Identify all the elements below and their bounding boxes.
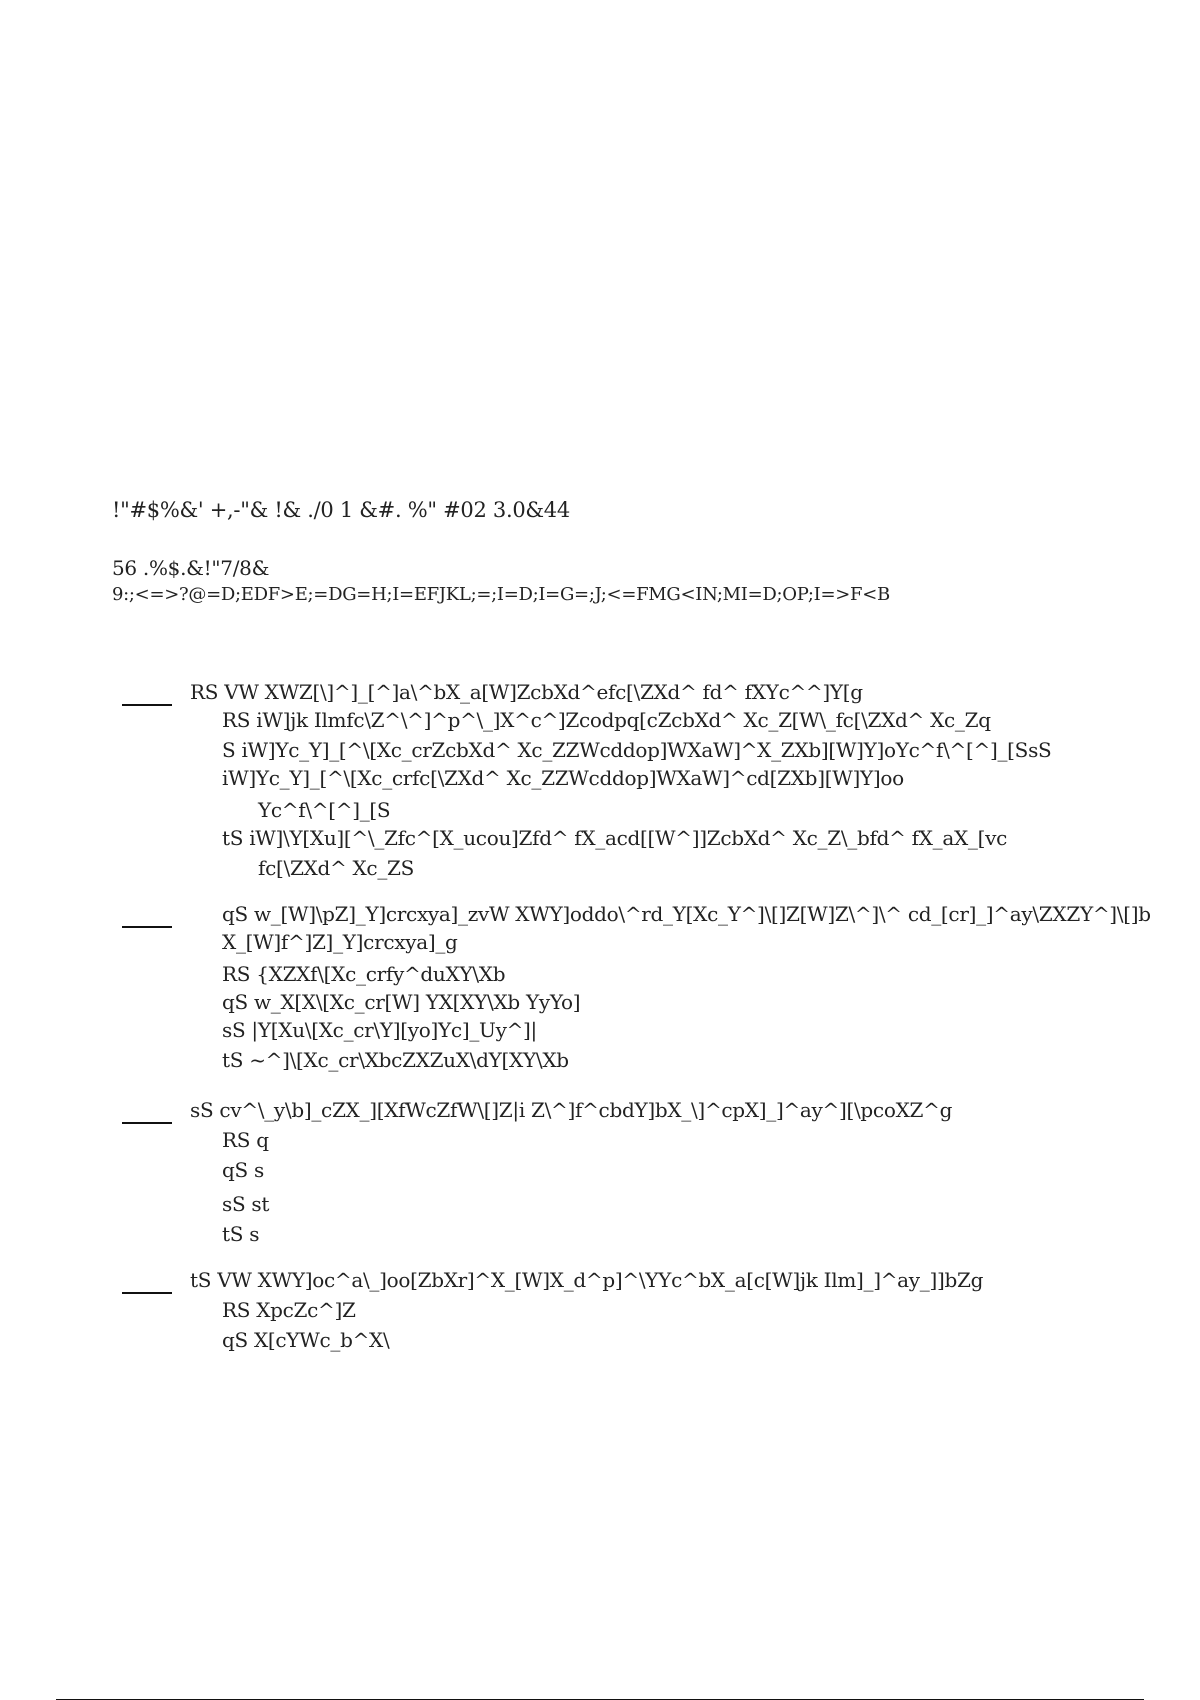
option: RS XpcZc^]Z [222,1298,356,1322]
option: sS |Y[Xu\[Xc_cr\Y][yo]Yc]_Uy^]| [222,1018,537,1042]
question-stem: tS VW XWY]oc^a\_]oo[ZbXr]^X_[W]X_d^p]^\YYc^bX_a[c[W]jk Ilm]_]^ay_]]bZg [190,1268,984,1292]
question-line: tS iW]\Y[Xu][^\_Zfc^[X_ucou]Zfd^ fX_acd[[W^]]ZcbXd^ Xc_Z\_bfd^ fX_aX_[vc [222,826,1007,850]
question-stem: sS cv^\_y\b]_cZX_][XfWcZfW\[]Z|i Z\^]f^cbdY]bX_\]^cpX]_]^ay^][\pcoXZ^g [190,1098,953,1122]
option: RS {XZXf\[Xc_crfy^duXY\Xb [222,962,506,986]
answer-blank[interactable] [122,1292,172,1294]
option: tS ~^]\[Xc_cr\XbcZXZuX\dY[XY\Xb [222,1048,569,1072]
section-subtitle: 56 .%$.&!"7/8& [112,556,270,580]
question-line: S iW]Yc_Y]_[^\[Xc_crZcbXd^ Xc_ZZWcddop]WXaW]^X_ZXb][W]Y]oYc^f\^[^]_[SsS [222,738,1052,762]
question-line: fc[\ZXd^ Xc_ZS [258,856,415,880]
question-stem: qS w_[W]\pZ]_Y]crcxya]_zvW XWY]oddo\^rd_Y[Xc_Y^]\[]Z[W]Z\^]\^ cd_[cr]_]^ay\ZXZY^]\[]b [222,902,1151,926]
answer-blank[interactable] [122,926,172,928]
question-stem-continued: X_[W]f^]Z]_Y]crcxya]_g [222,930,458,954]
question-stem: RS VW XWZ[\]^]_[^]a\^bX_a[W]ZcbXd^efc[\ZXd^ fd^ fXYc^^]Y[g [190,680,863,704]
answer-blank[interactable] [122,1122,172,1124]
option: qS X[cYWc_b^X\ [222,1328,390,1352]
page-title: !"#$%&' +,-"& !& ./0 1 &#. %" #02 3.0&44 [112,498,570,522]
answer-blank[interactable] [122,704,172,706]
option: qS s [222,1158,264,1182]
option: RS q [222,1128,269,1152]
question-line: iW]Yc_Y]_[^\[Xc_crfc[\ZXd^ Xc_ZZWcddop]WXaW]^cd[ZXb][W]Y]oo [222,766,904,790]
option: qS w_X[X\[Xc_cr[W] YX[XY\Xb YyYo] [222,990,581,1014]
question-line: Yc^f\^[^]_[S [258,798,391,822]
question-line: RS iW]jk Ilmfc\Z^\^]^p^\_]X^c^]Zcodpq[cZcbXd^ Xc_Z[W\_fc[\ZXd^ Xc_Zq [222,708,991,732]
option: tS s [222,1222,260,1246]
instructions: 9:;<=>?@=D;EDF>E;=DG=H;I=EFJKL;=;I=D;I=G=;J;<=FMG<IN;MI=D;OP;I=>F<B [112,584,890,605]
option: sS st [222,1192,270,1216]
